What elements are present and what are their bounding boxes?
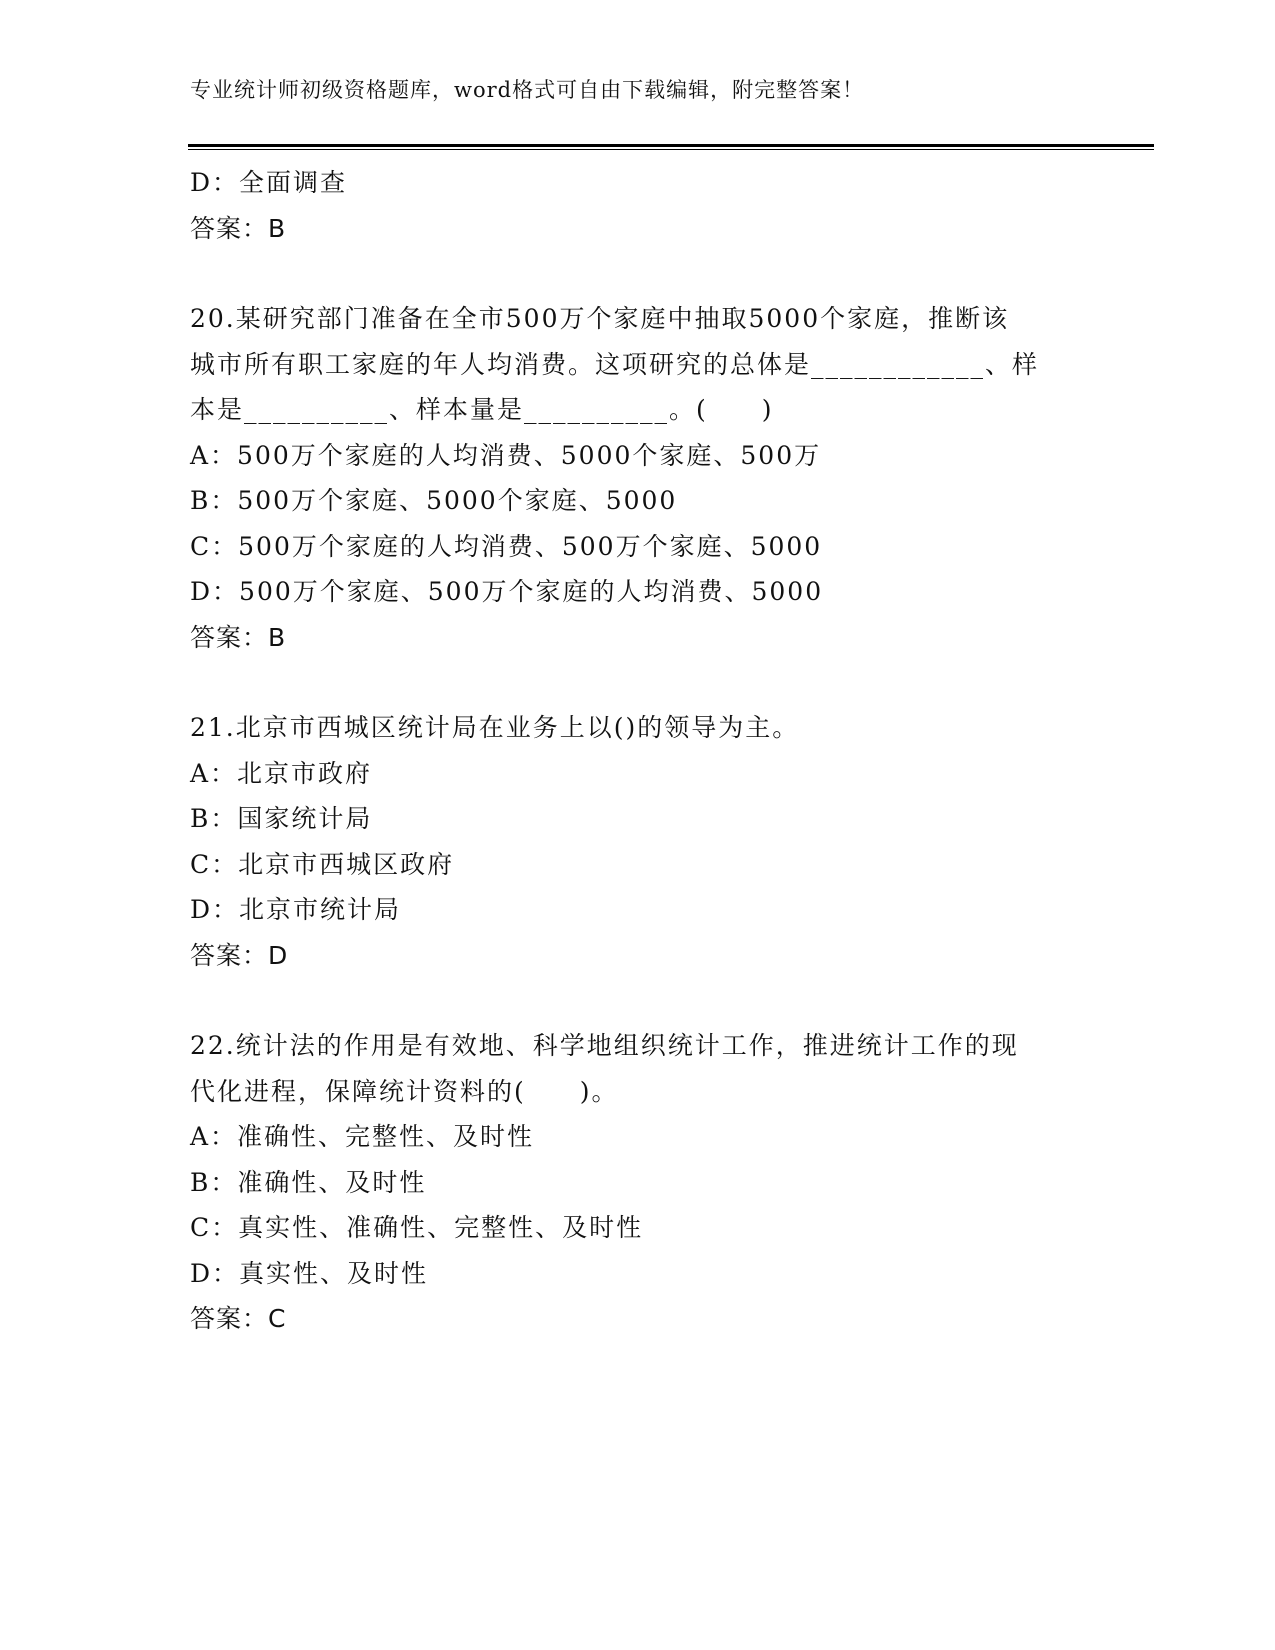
option-b: B：500万个家庭、5000个家庭、5000 <box>190 486 678 515</box>
answer-line: 答案：C <box>190 1304 287 1333</box>
page-header: 专业统计师初级资格题库，word格式可自由下载编辑，附完整答案！ <box>190 78 865 102</box>
question-text: 22.统计法的作用是有效地、科学地组织统计工作，推进统计工作的现 <box>190 1031 1019 1060</box>
header-rule-thick <box>188 144 1154 147</box>
question-block-20 <box>190 296 1090 660</box>
header-rule-thin <box>188 149 1154 150</box>
answer-line: 答案：B <box>190 622 287 652</box>
option-c: C：500万个家庭的人均消费、500万个家庭、5000 <box>190 531 823 561</box>
option-a: A：北京市政府 <box>190 758 373 788</box>
option-a: A：500万个家庭的人均消费、5000个家庭、500万 <box>190 440 822 470</box>
option-d: D：真实性、及时性 <box>190 1258 429 1288</box>
question-text: 代化进程，保障统计资料的( )。 <box>190 1076 619 1106</box>
option-b: B：国家统计局 <box>190 804 373 833</box>
document-body <box>190 160 1090 1342</box>
question-text: 本是__________、样本量是__________。( ) <box>190 395 774 424</box>
answer-line: 答案：D <box>190 940 289 970</box>
option-d: D：500万个家庭、500万个家庭的人均消费、5000 <box>190 577 824 606</box>
question-block-19 <box>190 160 1090 251</box>
question-block-22 <box>190 1023 1090 1342</box>
question-text: 城市所有职工家庭的年人均消费。这项研究的总体是____________、样 <box>190 349 1040 379</box>
option-d: D：北京市统计局 <box>190 895 402 924</box>
option-c: C：北京市西城区政府 <box>190 849 455 879</box>
option-d: D：全面调查 <box>190 168 348 197</box>
option-c: C：真实性、准确性、完整性、及时性 <box>190 1213 644 1242</box>
question-text: 20.某研究部门准备在全市500万个家庭中抽取5000个家庭，推断该 <box>190 304 1010 333</box>
question-block-21 <box>190 705 1090 978</box>
option-a: A：准确性、完整性、及时性 <box>190 1122 535 1151</box>
option-b: B：准确性、及时性 <box>190 1167 427 1197</box>
question-text: 21.北京市西城区统计局在业务上以()的领导为主。 <box>190 713 800 742</box>
answer-line: 答案：B <box>190 213 287 243</box>
